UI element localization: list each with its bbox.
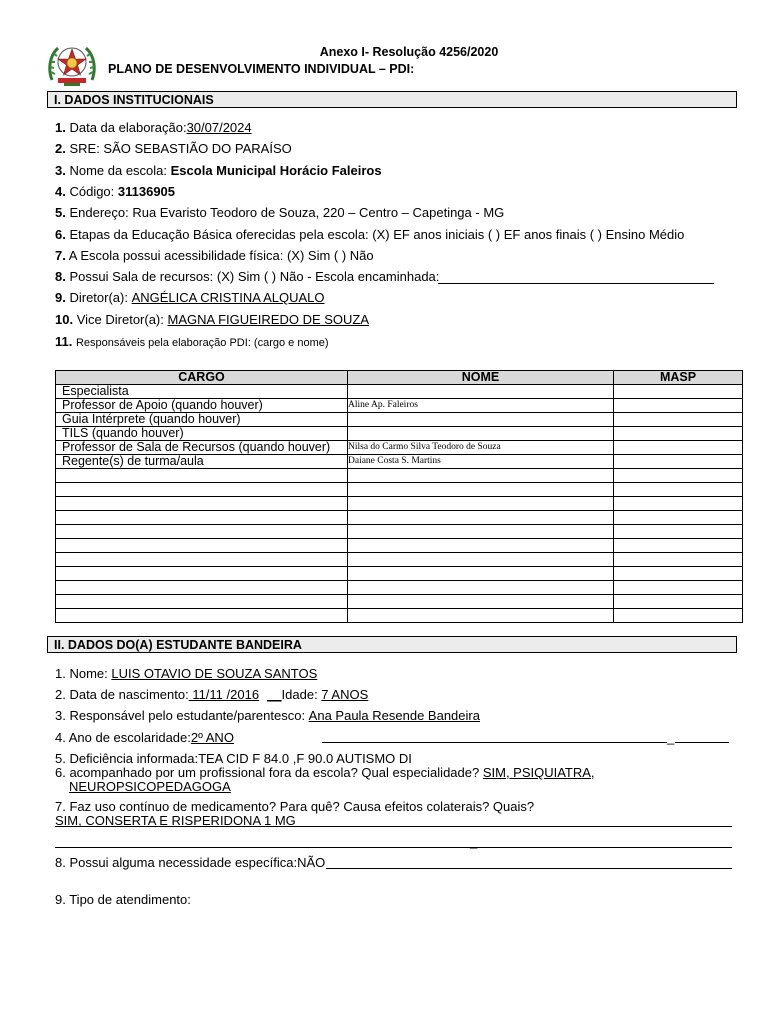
cargo-cell: Professor de Apoio (quando houver) <box>56 399 348 413</box>
item-11: 11. Responsáveis pela elaboração PDI: (cargo e nome) <box>55 334 329 349</box>
cargo-cell <box>56 483 348 497</box>
document-title: PLANO DE DESENVOLVIMENTO INDIVIDUAL – PDI: <box>108 62 415 76</box>
header-masp: MASP <box>614 371 743 385</box>
cargo-cell <box>56 581 348 595</box>
nome-cell <box>348 413 614 427</box>
masp-cell <box>614 455 743 469</box>
nome-cell: Aline Ap. Faleiros <box>348 399 614 413</box>
item-4: 4. Código: 31136905 <box>55 184 176 199</box>
special-needs-blank-line <box>326 868 732 869</box>
cargo-cell <box>56 595 348 609</box>
masp-cell <box>614 609 743 623</box>
nome-cell <box>348 553 614 567</box>
nome-cell <box>348 595 614 609</box>
masp-cell <box>614 553 743 567</box>
item-2: 2. SRE: SÃO SEBASTIÃO DO PARAÍSO <box>55 141 292 156</box>
masp-cell <box>614 427 743 441</box>
school-year-line: 4. Ano de escolaridade:2º ANO <box>55 730 234 745</box>
masp-cell <box>614 399 743 413</box>
medication-fill: _ <box>470 834 478 849</box>
cargo-cell <box>56 567 348 581</box>
table-row <box>56 595 743 609</box>
table-row <box>56 497 743 511</box>
nome-cell <box>348 525 614 539</box>
nome-cell <box>348 567 614 581</box>
masp-cell <box>614 497 743 511</box>
annex-title: Anexo I- Resolução 4256/2020 <box>319 45 499 59</box>
item-6: 6. Etapas da Educação Básica oferecidas pela escola: (X) EF anos iniciais ( ) EF anos finais ( ) Ensino Médio <box>55 227 685 242</box>
masp-cell <box>614 595 743 609</box>
school-year-fill: _ <box>667 730 675 745</box>
accompaniment-line-2: NEUROPSICOPEDAGOGA <box>69 779 231 794</box>
nome-cell <box>348 385 614 399</box>
cargo-cell <box>56 511 348 525</box>
medication-line-2 <box>55 847 732 848</box>
item-7: 7. A Escola possui acessibilidade física: (X) Sim ( ) Não <box>55 248 374 263</box>
header-cargo: CARGO <box>56 371 348 385</box>
cargo-cell: Especialista <box>56 385 348 399</box>
staff-table <box>55 370 743 623</box>
cargo-cell: TILS (quando houver) <box>56 427 348 441</box>
masp-cell <box>614 441 743 455</box>
medication-question: 7. Faz uso contínuo de medicamento? Para quê? Causa efeitos colaterais? Quais? <box>55 799 535 814</box>
table-row <box>56 511 743 525</box>
item-10: 10. Vice Diretor(a): MAGNA FIGUEIREDO DE SOUZA <box>55 312 370 327</box>
cargo-cell <box>56 553 348 567</box>
masp-cell <box>614 525 743 539</box>
masp-cell <box>614 469 743 483</box>
cargo-cell <box>56 469 348 483</box>
table-row <box>56 483 743 497</box>
table-row <box>56 581 743 595</box>
birth-date-line: 2. Data de nascimento: 11/11 /2016 __Idade: 7 ANOS <box>55 687 369 702</box>
masp-cell <box>614 567 743 581</box>
student-name-line: 1. Nome: LUIS OTAVIO DE SOUZA SANTOS <box>55 666 318 681</box>
table-row <box>56 399 743 413</box>
table-row <box>56 427 743 441</box>
cargo-cell <box>56 497 348 511</box>
masp-cell <box>614 385 743 399</box>
medication-line-1 <box>55 826 732 827</box>
table-header-row <box>56 371 743 385</box>
table-row <box>56 413 743 427</box>
table-row <box>56 609 743 623</box>
item-8: 8. Possui Sala de recursos: (X) Sim ( ) Não - Escola encaminhada: <box>55 269 440 284</box>
disability-line: 5. Deficiência informada:TEA CID F 84.0 ,F 90.0 AUTISMO DI <box>55 751 412 766</box>
item-5: 5. Endereço: Rua Evaristo Teodoro de Souza, 220 – Centro – Capetinga - MG <box>55 205 505 220</box>
nome-cell <box>348 427 614 441</box>
item-8-blank-line <box>438 283 714 284</box>
nome-cell <box>348 469 614 483</box>
section-2-title: II. DADOS DO(A) ESTUDANTE BANDEIRA <box>47 636 737 653</box>
cargo-cell: Guia Intérprete (quando houver) <box>56 413 348 427</box>
table-row <box>56 567 743 581</box>
table-row <box>56 553 743 567</box>
nome-cell: Nilsa do Carmo Silva Teodoro de Souza <box>348 441 614 455</box>
cargo-cell <box>56 609 348 623</box>
school-year-blank-line-2 <box>675 742 729 743</box>
guardian-line: 3. Responsável pelo estudante/parentesco: Ana Paula Resende Bandeira <box>55 708 480 723</box>
table-row <box>56 539 743 553</box>
cargo-cell <box>56 539 348 553</box>
cargo-cell: Professor de Sala de Recursos (quando houver) <box>56 441 348 455</box>
masp-cell <box>614 539 743 553</box>
table-row <box>56 525 743 539</box>
nome-cell <box>348 497 614 511</box>
cargo-cell <box>56 525 348 539</box>
nome-cell <box>348 539 614 553</box>
school-year-blank-line <box>322 742 667 743</box>
item-3: 3. Nome da escola: Escola Municipal Horácio Faleiros <box>55 163 382 178</box>
item-1: 1. Data da elaboração:30/07/2024 <box>55 120 252 135</box>
table-row <box>56 469 743 483</box>
table-row <box>56 385 743 399</box>
cargo-cell: Regente(s) de turma/aula <box>56 455 348 469</box>
nome-cell <box>348 511 614 525</box>
nome-cell <box>348 609 614 623</box>
medication-answer: SIM, CONSERTA E RISPERIDONA 1 MG <box>55 813 296 828</box>
service-type-line: 9. Tipo de atendimento: <box>55 892 191 907</box>
special-needs-line: 8. Possui alguma necessidade específica:NÃO <box>55 855 326 870</box>
table-row <box>56 455 743 469</box>
nome-cell: Daiane Costa S. Martins <box>348 455 614 469</box>
masp-cell <box>614 581 743 595</box>
nome-cell <box>348 483 614 497</box>
header-nome: NOME <box>348 371 614 385</box>
accompaniment-line: 6. acompanhado por um profissional fora da escola? Qual especialidade? SIM, PSIQUIATRA, <box>55 765 595 780</box>
masp-cell <box>614 413 743 427</box>
masp-cell <box>614 483 743 497</box>
item-9: 9. Diretor(a): ANGÉLICA CRISTINA ALQUALO <box>55 290 325 305</box>
table-row <box>56 441 743 455</box>
masp-cell <box>614 511 743 525</box>
section-1-title: I. DADOS INSTITUCIONAIS <box>47 91 737 108</box>
nome-cell <box>348 581 614 595</box>
